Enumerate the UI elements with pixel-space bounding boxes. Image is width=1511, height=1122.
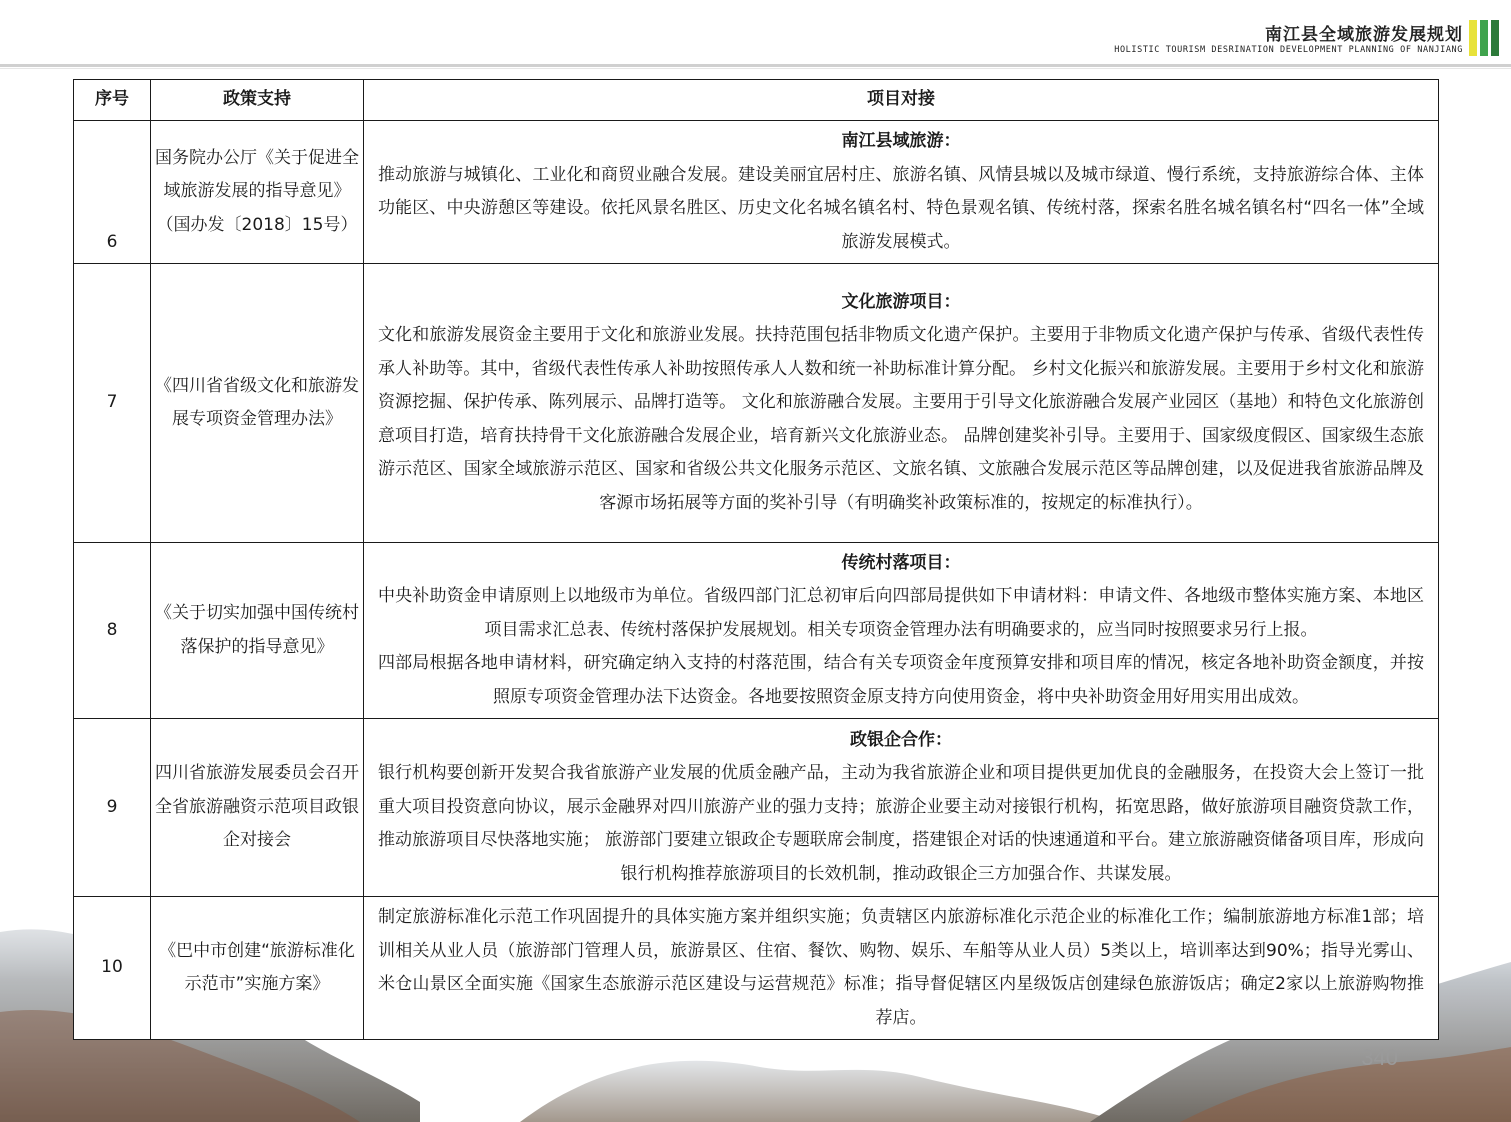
- brand-color-bars-icon: [1469, 20, 1499, 56]
- table-row: [74, 719, 1439, 897]
- row-project: [364, 719, 1439, 897]
- row-policy: 《巴中市创建“旅游标准化示范市”实施方案》: [151, 897, 364, 1040]
- page-number: 340: [1361, 1045, 1398, 1070]
- header-divider-thin: [0, 68, 1511, 69]
- table-header-row: [74, 80, 1439, 121]
- row-policy: 国务院办公厅《关于促进全域旅游发展的指导意见》（国办发〔2018〕15号）: [151, 121, 364, 264]
- project-text: 中央补助资金申请原则上以地级市为单位。省级四部门汇总初审后向四部局提供如下申请材料：申请文件、各地级市整体实施方案、本地区项目需求汇总表、传统村落保护发展规划。相关专项资金管理办法有明确要求的，应当同时按照要求另行上报。: [378, 586, 1424, 640]
- project-title: 政银企合作：: [850, 729, 952, 750]
- project-text: 制定旅游标准化示范工作巩固提升的具体实施方案并组织实施；负责辖区内旅游标准化示范企业的标准化工作；编制旅游地方标准1部；培训相关从业人员（旅游部门管理人员，旅游景区、住宿、餐饮、购物、娱乐、车船等从业人员）5类以上，培训率达到90%；指导光雾山、米仓山景区全面实施《国家生态旅游示范区建设与运营规范》标准；指导督促辖区内星级饭店创建绿色旅游饭店；确定2家以上旅游购物推荐店。: [378, 907, 1424, 1028]
- row-no: 10: [74, 897, 151, 1040]
- row-project: [364, 121, 1439, 264]
- header-project: 项目对接: [364, 80, 1439, 121]
- row-project: [364, 897, 1439, 1040]
- table-row: [74, 264, 1439, 543]
- page-header: [0, 0, 1511, 66]
- table-row: [74, 121, 1439, 264]
- project-text: 文化和旅游发展资金主要用于文化和旅游业发展。扶持范围包括非物质文化遗产保护。主要用于非物质文化遗产保护与传承、省级代表性传承人补助等。其中，省级代表性传承人补助按照传承人人数和统一补助标准计算分配。 乡村文化振兴和旅游发展。主要用于乡村文化和旅游资源挖掘、保护传承、陈列展示、品牌打造等。 文化和旅游融合发展。主要用于引导文化旅游融合发展产业园区（基地）和特色文化旅游创意项目打造，培育扶持骨干文化旅游融合发展企业，培育新兴文化旅游业态。 品牌创建奖补引导。主要用于、国家级度假区、国家级生态旅游示范区、国家全域旅游示范区、国家和省级公共文化服务示范区、文旅名镇、文旅融合发展示范区等品牌创建，以及促进我省旅游品牌及客源市场拓展等方面的奖补引导（有明确奖补政策标准的，按规定的标准执行）。: [378, 325, 1424, 513]
- row-no: 6: [74, 121, 151, 264]
- document-title: 南江县全域旅游发展规划: [1265, 25, 1463, 45]
- header-divider: [0, 64, 1511, 67]
- brand-bar-yellow: [1469, 20, 1477, 56]
- row-no: 7: [74, 264, 151, 543]
- row-policy: 《四川省省级文化和旅游发展专项资金管理办法》: [151, 264, 364, 543]
- policy-table: [73, 79, 1439, 1040]
- header-no: 序号: [74, 80, 151, 121]
- brand-bar-dark-green: [1491, 20, 1499, 56]
- brand-bar-green: [1480, 20, 1488, 56]
- row-project: [364, 543, 1439, 719]
- project-text-2: 四部局根据各地申请材料，研究确定纳入支持的村落范围，结合有关专项资金年度预算安排和项目库的情况，核定各地补助资金额度，并按照原专项资金管理办法下达资金。各地要按照资金原支持方向使用资金，将中央补助资金用好用实用出成效。: [378, 653, 1424, 707]
- policy-table-container: [73, 79, 1438, 1040]
- row-no: 8: [74, 543, 151, 719]
- project-text: 推动旅游与城镇化、工业化和商贸业融合发展。建设美丽宜居村庄、旅游名镇、风情县城以及城市绿道、慢行系统，支持旅游综合体、主体功能区、中央游憩区等建设。依托风景名胜区、历史文化名城名镇名村、特色景观名镇、传统村落，探索名胜名城名镇名村“四名一体”全域旅游发展模式。: [378, 164, 1424, 252]
- document-subtitle: HOLISTIC TOURISM DESRINATION DEVELOPMENT PLANNING OF NANJIANG: [1114, 45, 1463, 55]
- row-project: [364, 264, 1439, 543]
- table-row: [74, 543, 1439, 719]
- header-policy: 政策支持: [151, 80, 364, 121]
- row-policy: 《关于切实加强中国传统村落保护的指导意见》: [151, 543, 364, 719]
- row-policy: 四川省旅游发展委员会召开全省旅游融资示范项目政银企对接会: [151, 719, 364, 897]
- project-text: 银行机构要创新开发契合我省旅游产业发展的优质金融产品，主动为我省旅游企业和项目提供更加优良的金融服务，在投资大会上签订一批重大项目投资意向协议，展示金融界对四川旅游产业的强力支持；旅游企业要主动对接银行机构，拓宽思路，做好旅游项目融资贷款工作，推动旅游项目尽快落地实施； 旅游部门要建立银政企专题联席会制度，搭建银企对话的快速通道和平台。建立旅游融资储备项目库，形成向银行机构推荐旅游项目的长效机制，推动政银企三方加强合作、共谋发展。: [378, 763, 1424, 884]
- row-no: 9: [74, 719, 151, 897]
- project-title: 南江县域旅游：: [841, 131, 961, 151]
- table-row: [74, 897, 1439, 1040]
- project-title: 文化旅游项目：: [841, 291, 961, 312]
- project-title: 传统村落项目：: [841, 552, 961, 573]
